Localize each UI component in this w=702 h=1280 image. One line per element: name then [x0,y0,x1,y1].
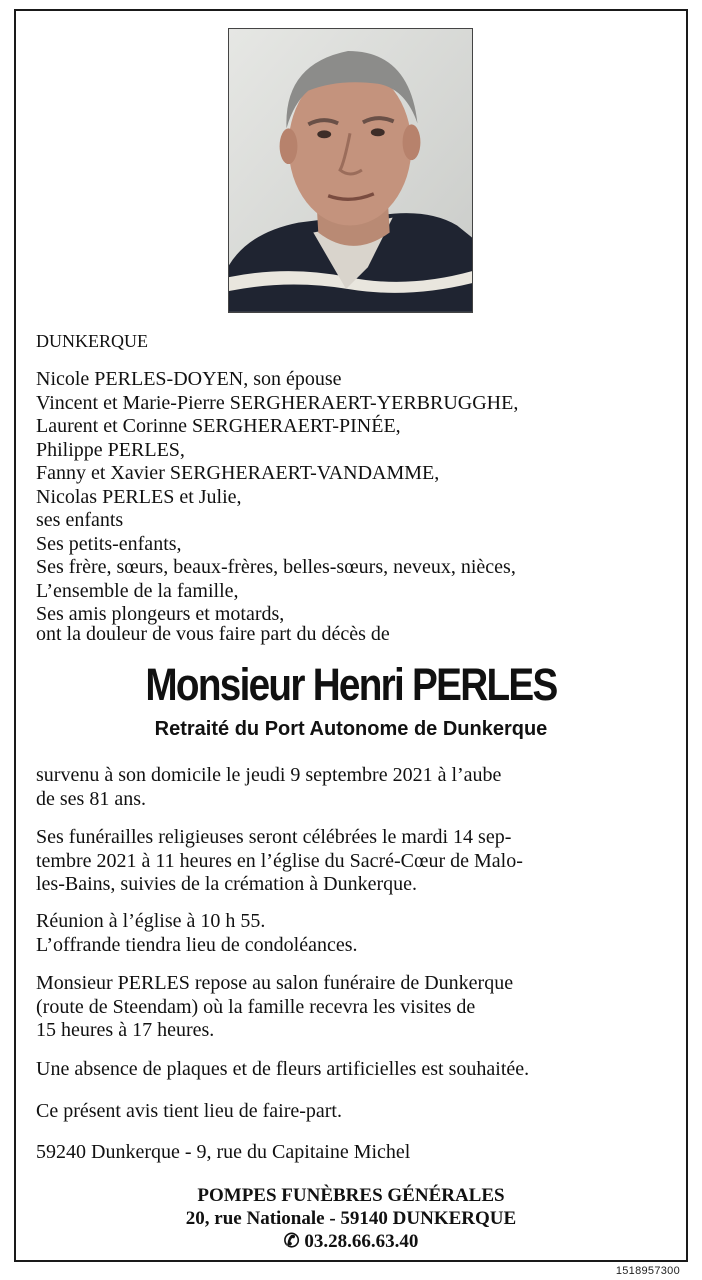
paragraph-line: 15 heures à 17 heures. [36,1019,215,1041]
deceased-portrait [228,28,473,313]
family-line: Ses amis plongeurs et motards, [36,603,285,625]
reference-number: 1518957300 [615,1265,680,1277]
family-line: Philippe PERLES, [36,438,185,461]
paragraph-line: les-Bains, suivies de la crémation à Dunkerque. [36,873,417,895]
paragraph-line: tembre 2021 à 11 heures en l’église du Sacré-Cœur de Malo- [36,849,523,872]
family-line: Ses petits-enfants, [36,532,182,555]
paragraph-line: 59240 Dunkerque - 9, rue du Capitaine Michel [36,1141,411,1163]
family-address [36,1141,668,1165]
meeting-paragraph [36,910,668,957]
paragraph-line: survenu à son domicile le jeudi 9 septembre 2021 à l’aube [36,764,502,786]
paragraph-line: L’offrande tiendra lieu de condoléances. [36,933,358,956]
family-list [36,368,518,627]
family-line: Fanny et Xavier SERGHERAERT-VANDAMME, [36,462,440,484]
family-line: Vincent et Marie-Pierre SERGHERAERT-YERBRUGGHE, [36,391,519,414]
flowers-note [36,1058,668,1082]
paragraph-line: de ses 81 ans. [36,787,146,810]
paragraph-line: (route de Steendam) où la famille recevra les visites de [36,995,476,1018]
visit-paragraph [36,972,668,1043]
funeral-home-address: 20, rue Nationale - 59140 DUNKERQUE [185,1208,517,1229]
deceased-name: Monsieur Henri PERLES [145,659,557,710]
family-line: Nicole PERLES-DOYEN, son épouse [36,368,342,390]
funeral-home-phone: ✆ 03.28.66.63.40 [283,1231,419,1252]
paragraph-line: Ses funérailles religieuses seront célébrées le mardi 14 sep- [36,826,512,848]
family-line: Ses frère, sœurs, beaux-frères, belles-sœurs, neveux, nièces, [36,556,516,578]
deceased-title: Retraité du Port Autonome de Dunkerque [154,718,548,740]
faire-part-note [36,1100,668,1124]
paragraph-line: Une absence de plaques et de fleurs artificielles est souhaitée. [36,1058,530,1080]
city-heading: DUNKERQUE [36,331,148,351]
paragraph-line: Monsieur PERLES repose au salon funéraire de Dunkerque [36,972,514,994]
death-paragraph [36,764,668,811]
paragraph-line: Ce présent avis tient lieu de faire-part. [36,1100,342,1122]
family-line: L’ensemble de la famille, [36,579,239,602]
paragraph-line: Réunion à l’église à 10 h 55. [36,910,266,932]
funeral-paragraph [36,826,668,897]
family-line: Laurent et Corinne SERGHERAERT-PINÉE, [36,415,401,437]
family-line: Nicolas PERLES et Julie, [36,485,242,508]
family-line: ses enfants [36,509,124,531]
announcement-text: ont la douleur de vous faire part du décès de [36,623,390,645]
funeral-home-name: POMPES FUNÈBRES GÉNÉRALES [197,1185,505,1206]
funeral-home-block [0,1184,702,1253]
